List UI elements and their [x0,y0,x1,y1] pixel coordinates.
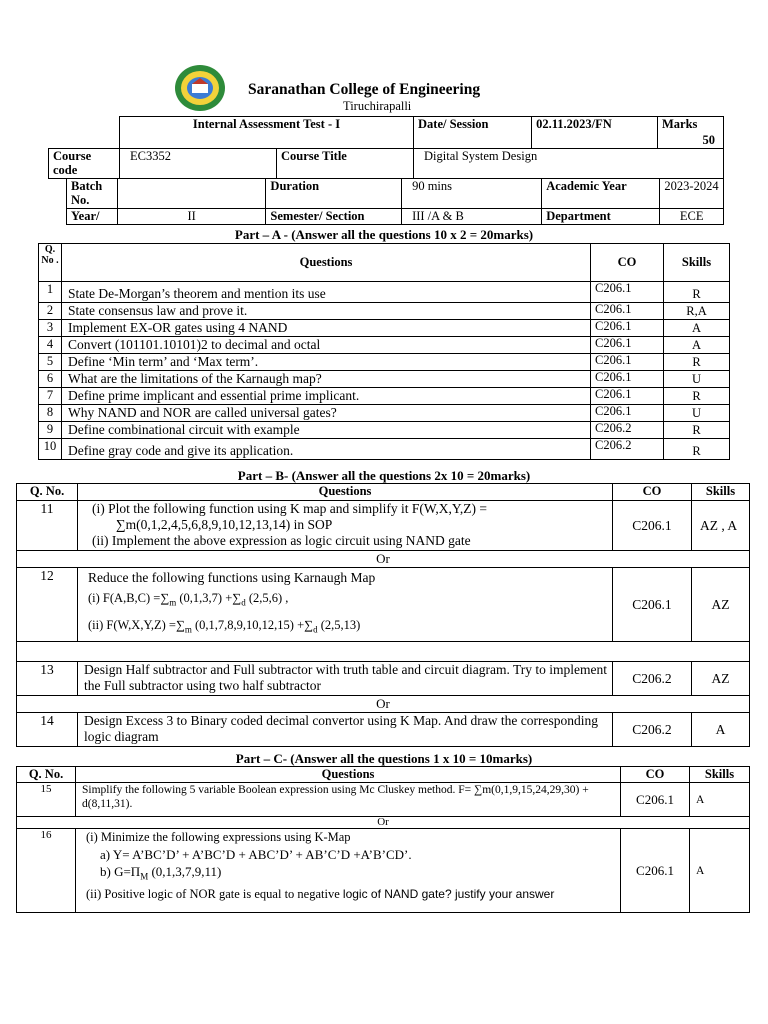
question-text: State consensus law and prove it. [62,303,591,320]
date-value: 02.11.2023/FN [532,117,658,149]
q16-ii-a: (ii) Positive logic of NOR gate is equal to negative [86,886,343,901]
question-text: Define gray code and give its application. [62,439,591,460]
table-row [39,422,730,439]
question-number: 8 [39,405,62,422]
question-co: C206.1 [591,388,664,405]
q11-ii: (ii) Implement the above expression as logic circuit using NAND gate [92,533,471,548]
question-text: Implement EX-OR gates using 4 NAND [62,320,591,337]
q12-title: Reduce the following functions using Karnaugh Map [88,570,376,585]
info-table-2 [66,178,724,225]
part-c-col-skills: Skills [690,767,750,783]
info-table [48,116,724,179]
table-row [17,829,750,913]
question-co: C206.1 [591,303,664,320]
batch-label: Batch No. [67,179,118,209]
q14-no: 14 [17,713,78,747]
college-logo [174,64,226,112]
marks-value: 50 [702,133,715,147]
part-c-table [16,766,750,913]
part-c-title: Part – C- (Answer all the questions 1 x 10 = 10marks) [235,751,533,766]
question-co: C206.2 [591,422,664,439]
part-a-table [38,243,730,460]
q15-co: C206.1 [621,783,690,817]
semester-label: Semester/ Section [266,209,402,225]
semester: III /A & B [402,209,542,225]
table-row [39,320,730,337]
q15-skill: A [690,783,750,817]
college-name: Saranathan College of Engineering [248,81,481,98]
part-a-col-questions: Questions [62,244,591,282]
part-b-blank-row [17,642,750,662]
duration-label: Duration [266,179,402,209]
question-co: C206.1 [591,371,664,388]
q11-i-a: (i) Plot the following function using K map and simplify it F(W,X,Y,Z) = [92,501,487,516]
part-a-col-skills: Skills [664,244,730,282]
question-co: C206.1 [591,282,664,303]
question-text: Define ‘Min term’ and ‘Max term’. [62,354,591,371]
question-co: C206.1 [591,354,664,371]
question-text: State De-Morgan’s theorem and mention its use [62,282,591,303]
q13-no: 13 [17,662,78,696]
q13-skill: AZ [692,662,750,696]
date-label: Date/ Session [414,117,532,149]
question-co: C206.1 [591,405,664,422]
table-row [39,371,730,388]
duration: 90 mins [402,179,542,209]
question-number: 3 [39,320,62,337]
q14-skill: A [692,713,750,747]
college-city: Tiruchirapalli [343,99,412,113]
question-skill: R [664,439,730,460]
q12-ii-c: (2,5,13) [317,617,361,632]
question-number: 6 [39,371,62,388]
q12-ii-a: (ii) F(W,X,Y,Z) =∑ [88,617,185,632]
question-text: Define prime implicant and essential prime implicant. [62,388,591,405]
q12-no: 12 [17,568,78,642]
q16-ii-b: logic of NAND gate? justify your answer [342,886,555,901]
q12-co: C206.1 [613,568,692,642]
academic-year-label: Academic Year [542,179,660,209]
question-number: 1 [39,282,62,303]
part-b-or-2: Or [17,696,750,713]
q12-i-sub-m: m [169,597,177,608]
question-co: C206.1 [591,337,664,354]
table-row [39,337,730,354]
marks-cell [657,117,723,149]
academic-year: 2023-2024 [660,179,724,209]
q13-text: Design Half subtractor and Full subtractor with truth table and circuit diagram. Try to implement the Full subtractor using two half subtractor [78,662,613,696]
table-row [39,439,730,460]
part-b-title: Part – B- (Answer all the questions 2x 10 = 20marks) [237,468,531,483]
q12-ii-sub-d: d [313,624,318,634]
question-text: Convert (101101.10101)2 to decimal and octal [62,337,591,354]
question-skill: R [664,388,730,405]
question-skill: A [664,337,730,354]
q16-i: (i) Minimize the following expressions using K-Map [86,830,351,844]
q16-a: a) Y= A’BC’D’ + A’BC’D + ABC’D’ + AB’C’D +A’B’CD’. [100,847,412,862]
table-row [39,388,730,405]
q11-skill: AZ , A [692,501,750,551]
part-b-table [16,483,750,747]
part-c-or: Or [17,817,750,829]
q12-ii-sub-m: m [184,624,192,634]
q16-co: C206.1 [621,829,690,913]
course-code: EC3352 [120,149,277,179]
table-row [17,783,750,817]
q16-text [76,829,621,913]
question-skill: R [664,422,730,439]
question-skill: R,A [664,303,730,320]
q15-text: Simplify the following 5 variable Boolean expression using Mc Cluskey method. F= ∑m(0,1,9,15,24,29,30) + d(8,11,31). [76,783,621,817]
question-skill: U [664,405,730,422]
question-number: 2 [39,303,62,320]
year: II [117,209,266,225]
course-title-label: Course Title [277,149,414,179]
marks-label: Marks [661,117,698,131]
part-b-col-skills: Skills [692,484,750,501]
course-title: Digital System Design [414,149,724,179]
part-b-col-co: CO [613,484,692,501]
part-a-col-co: CO [591,244,664,282]
table-row [17,568,750,642]
q16-skill: A [690,829,750,913]
question-number: 10 [39,439,62,460]
part-c-col-questions: Questions [76,767,621,783]
question-skill: R [664,282,730,303]
q13-co: C206.2 [613,662,692,696]
q16-no: 16 [17,829,76,913]
question-number: 9 [39,422,62,439]
table-row [39,354,730,371]
question-skill: A [664,320,730,337]
part-a-title: Part – A - (Answer all the questions 10 x 2 = 20marks) [234,227,534,242]
table-row [39,405,730,422]
question-co: C206.1 [591,320,664,337]
year-label: Year/ [67,209,118,225]
question-skill: U [664,371,730,388]
q14-text: Design Excess 3 to Binary coded decimal convertor using K Map. And draw the corresponding logic diagram [78,713,613,747]
table-row [39,303,730,320]
q14-co: C206.2 [613,713,692,747]
table-row [17,662,750,696]
question-text: Define combinational circuit with example [62,422,591,439]
batch-value [117,179,266,209]
table-row [39,282,730,303]
q12-i-a: (i) F(A,B,C) =∑ [88,591,170,605]
q16-b2: (0,1,3,7,9,11) [148,864,222,879]
question-text: Why NAND and NOR are called universal gates? [62,405,591,422]
part-c-col-co: CO [621,767,690,783]
test-name: Internal Assessment Test - I [120,117,414,149]
q12-i-b: (0,1,3,7) +∑ [176,591,242,605]
question-skill: R [664,354,730,371]
q12-text [78,568,613,642]
q15-no: 15 [17,783,76,817]
table-row [17,501,750,551]
q11-text [78,501,613,551]
part-c-col-no: Q. No. [17,767,76,783]
table-row [17,713,750,747]
q11-i-b: ∑m(0,1,2,4,5,6,8,9,10,12,13,14) in SOP [116,517,333,532]
q11-co: C206.1 [613,501,692,551]
q12-ii-b: (0,1,7,8,9,10,12,15) +∑ [191,617,314,632]
question-co: C206.2 [591,439,664,460]
q12-skill: AZ [692,568,750,642]
part-b-or-1: Or [17,551,750,568]
question-text: What are the limitations of the Karnaugh map? [62,371,591,388]
q11-no: 11 [17,501,78,551]
course-code-label: Course code [49,149,120,179]
department-label: Department [542,209,660,225]
q16-b-sub: M [140,871,149,882]
question-number: 7 [39,388,62,405]
part-b-col-questions: Questions [78,484,613,501]
q16-b1: b) G=Π [100,864,141,879]
q12-i-c: (2,5,6) , [245,591,289,605]
question-number: 4 [39,337,62,354]
part-b-col-no: Q. No. [17,484,78,501]
department: ECE [660,209,724,225]
question-number: 5 [39,354,62,371]
part-a-col-no: Q. No . [39,244,62,282]
q12-i-sub-d: d [241,597,246,608]
